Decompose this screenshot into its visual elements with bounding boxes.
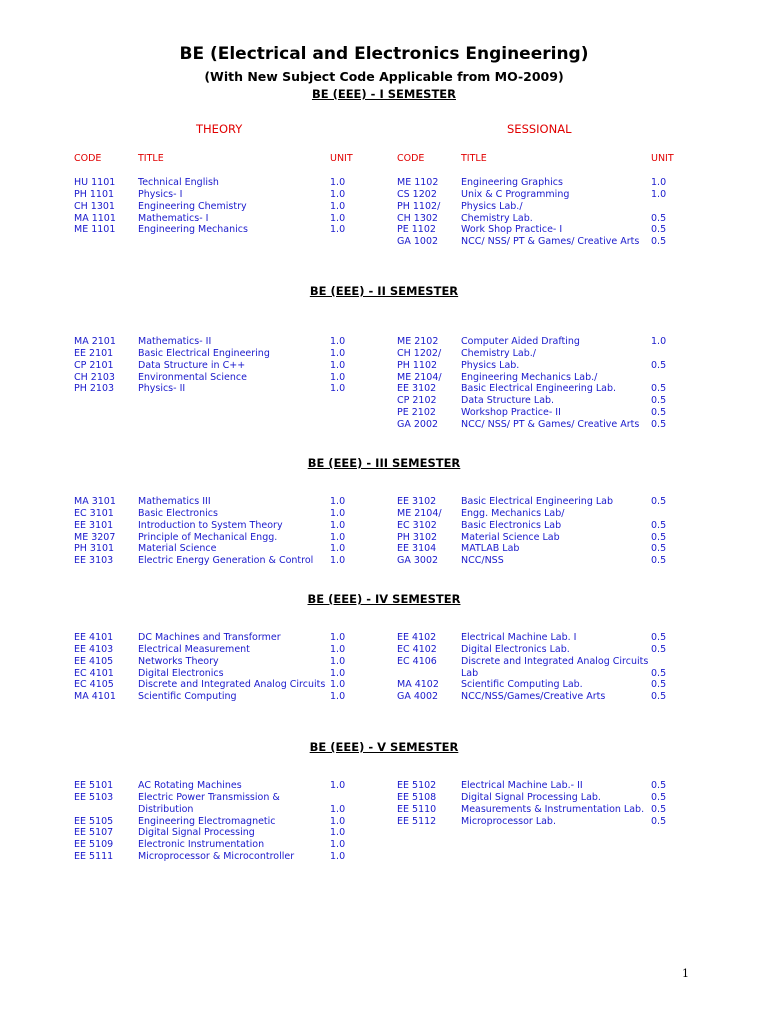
sessional-code-cell: PE 1102 bbox=[397, 224, 436, 236]
sessional-unit-cell: 0.5 bbox=[651, 691, 667, 703]
theory-unit-cell: 1.0 bbox=[330, 655, 346, 667]
sessional-code-cell: ME 2102 bbox=[397, 336, 439, 347]
semester-heading: BE (EEE) - V SEMESTER bbox=[309, 740, 459, 754]
theory-unit-cell: 1.0 bbox=[330, 543, 346, 555]
sessional-title-cell: NCC/ NSS/ PT & Games/ Creative Arts bbox=[461, 418, 640, 430]
theory-code-cell: EE 4105 bbox=[74, 655, 114, 667]
sessional-title-cell: Electrical Machine Lab. I bbox=[461, 632, 577, 643]
theory-code-cell: EE 3103 bbox=[74, 555, 114, 567]
theory-unit-cell: 1.0 bbox=[330, 519, 346, 531]
theory-title-cell: Scientific Computing bbox=[138, 691, 237, 703]
theory-unit-cell: 1.0 bbox=[330, 851, 346, 863]
theory-title-cell: Material Science bbox=[138, 543, 217, 555]
sessional-code-cell: GA 2002 bbox=[397, 418, 439, 430]
semester-heading: BE (EEE) - I SEMESTER bbox=[311, 87, 457, 101]
sessional-title-cell: Discrete and Integrated Analog Circuits bbox=[461, 655, 649, 667]
theory-title-cell: Engineering Electromagnetic bbox=[138, 815, 276, 827]
sessional-unit-cell: 0.5 bbox=[651, 679, 667, 691]
theory-unit-cell: 1.0 bbox=[330, 177, 346, 188]
sessional-title-cell: Physics Lab. bbox=[461, 359, 520, 371]
theory-code-cell: EE 5101 bbox=[74, 780, 114, 791]
sessional-code-cell: EE 5108 bbox=[397, 791, 437, 803]
semester-heading: BE (EEE) - IV SEMESTER bbox=[307, 592, 461, 606]
theory-unit-cell: 1.0 bbox=[330, 667, 346, 679]
theory-title-cell: Electric Power Transmission & bbox=[138, 791, 280, 803]
sessional-code-cell: MA 4102 bbox=[397, 679, 439, 691]
theory-unit-cell: 1.0 bbox=[330, 555, 346, 567]
theory-title-cell: Mathematics- II bbox=[138, 336, 212, 347]
theory-title-cell: Digital Signal Processing bbox=[138, 827, 255, 839]
sessional-code-cell: EE 3102 bbox=[397, 383, 437, 395]
sessional-code-cell: ME 2104/ bbox=[397, 507, 442, 519]
theory-title-cell: Networks Theory bbox=[138, 655, 219, 667]
sessional-unit-cell: 1.0 bbox=[651, 336, 667, 347]
sessional-code-cell: EC 4106 bbox=[397, 655, 437, 667]
theory-title-cell: Electric Energy Generation & Control bbox=[138, 555, 314, 567]
sessional-code-cell: PH 1102 bbox=[397, 359, 438, 371]
sessional-unit-cell: 0.5 bbox=[651, 555, 667, 567]
theory-unit-cell: 1.0 bbox=[330, 803, 346, 815]
theory-title-cell: Digital Electronics bbox=[138, 667, 224, 679]
theory-code-cell: MA 1101 bbox=[74, 212, 116, 224]
theory-code-cell: EE 4103 bbox=[74, 643, 114, 655]
theory-code-cell: CP 2101 bbox=[74, 359, 114, 371]
sessional-unit-cell: 0.5 bbox=[651, 359, 667, 371]
sessional-title-cell: Digital Electronics Lab. bbox=[461, 643, 570, 655]
sessional-code-cell: GA 1002 bbox=[397, 236, 439, 248]
theory-title-cell: Mathematics- I bbox=[138, 212, 209, 224]
theory-title-cell: Principle of Mechanical Engg. bbox=[138, 531, 278, 543]
sessional-title-cell: Workshop Practice- II bbox=[461, 407, 561, 419]
theory-unit-cell: 1.0 bbox=[330, 780, 346, 791]
sessional-code-cell: EC 3102 bbox=[397, 519, 437, 531]
theory-code-cell: EE 5109 bbox=[74, 839, 114, 851]
sessional-unit-cell: 0.5 bbox=[651, 519, 667, 531]
sessional-unit-cell: 0.5 bbox=[651, 236, 667, 248]
sessional-title-cell: Computer Aided Drafting bbox=[461, 336, 580, 347]
sessional-unit-cell: 0.5 bbox=[651, 780, 667, 791]
theory-unit-cell: 1.0 bbox=[330, 336, 346, 347]
theory-code-cell: EE 4101 bbox=[74, 632, 114, 643]
sessional-code-cell: PH 3102 bbox=[397, 531, 438, 543]
sessional-unit-cell: 1.0 bbox=[651, 188, 667, 200]
sessional-code-cell: EC 4102 bbox=[397, 643, 437, 655]
sessional-code-cell: EE 3104 bbox=[397, 543, 437, 555]
theory-code-cell: EC 3101 bbox=[74, 507, 114, 519]
sessional-unit-cell: 0.5 bbox=[651, 643, 667, 655]
sessional-code-header: CODE bbox=[397, 153, 425, 164]
sessional-title-cell: Lab bbox=[461, 667, 479, 679]
sessional-unit-cell: 0.5 bbox=[651, 418, 667, 430]
theory-unit-cell: 1.0 bbox=[330, 643, 346, 655]
theory-code-cell: EE 5107 bbox=[74, 827, 114, 839]
sessional-heading: SESSIONAL bbox=[507, 122, 572, 136]
sessional-title-cell: Chemistry Lab. bbox=[461, 212, 533, 224]
sessional-unit-cell: 0.5 bbox=[651, 383, 667, 395]
theory-title-cell: Environmental Science bbox=[138, 371, 247, 383]
sessional-unit-cell: 1.0 bbox=[651, 177, 667, 188]
theory-title-cell: Basic Electronics bbox=[138, 507, 218, 519]
sessional-title-cell: Basic Electrical Engineering Lab bbox=[461, 496, 614, 507]
theory-unit-cell: 1.0 bbox=[330, 347, 346, 359]
theory-code-cell: HU 1101 bbox=[74, 177, 116, 188]
theory-code-cell: PH 1101 bbox=[74, 188, 115, 200]
sessional-title-cell: NCC/NSS bbox=[461, 555, 504, 567]
theory-code-cell: EC 4101 bbox=[74, 667, 114, 679]
sessional-title-cell: Data Structure Lab. bbox=[461, 395, 555, 407]
sessional-unit-cell: 0.5 bbox=[651, 496, 667, 507]
theory-title-cell: Engineering Chemistry bbox=[138, 200, 247, 212]
sessional-unit-cell: 0.5 bbox=[651, 531, 667, 543]
theory-title-cell: Basic Electrical Engineering bbox=[138, 347, 270, 359]
sessional-title-cell: NCC/ NSS/ PT & Games/ Creative Arts bbox=[461, 236, 640, 248]
theory-unit-cell: 1.0 bbox=[330, 632, 346, 643]
theory-title-cell: Technical English bbox=[138, 177, 219, 188]
sessional-title-cell: MATLAB Lab bbox=[461, 543, 520, 555]
theory-code-cell: ME 1101 bbox=[74, 224, 116, 236]
sessional-title-cell: Basic Electrical Engineering Lab. bbox=[461, 383, 617, 395]
theory-unit-cell: 1.0 bbox=[330, 815, 346, 827]
sessional-title-cell: Engineering Graphics bbox=[461, 177, 563, 188]
theory-unit-cell: 1.0 bbox=[330, 224, 346, 236]
sessional-code-cell: EE 4102 bbox=[397, 632, 437, 643]
sessional-unit-cell: 0.5 bbox=[651, 815, 667, 827]
sessional-unit-cell: 0.5 bbox=[651, 632, 667, 643]
theory-code-cell: ME 3207 bbox=[74, 531, 116, 543]
theory-code-cell: CH 1301 bbox=[74, 200, 115, 212]
theory-code-cell: EE 5111 bbox=[74, 851, 114, 863]
theory-code-cell: EC 4105 bbox=[74, 679, 114, 691]
sessional-code-cell: PH 1102/ bbox=[397, 200, 441, 212]
theory-unit-cell: 1.0 bbox=[330, 531, 346, 543]
sessional-unit-cell: 0.5 bbox=[651, 791, 667, 803]
theory-code-cell: EE 5105 bbox=[74, 815, 114, 827]
theory-code-cell: MA 3101 bbox=[74, 496, 116, 507]
sessional-code-cell: ME 1102 bbox=[397, 177, 439, 188]
sessional-title-cell: Scientific Computing Lab. bbox=[461, 679, 583, 691]
sessional-code-cell: GA 3002 bbox=[397, 555, 439, 567]
theory-code-cell: EE 5103 bbox=[74, 791, 114, 803]
sessional-unit-cell: 0.5 bbox=[651, 407, 667, 419]
theory-heading: THEORY bbox=[196, 122, 243, 136]
sessional-title-cell: Basic Electronics Lab bbox=[461, 519, 562, 531]
sessional-unit-cell: 0.5 bbox=[651, 803, 667, 815]
sessional-unit-header: UNIT bbox=[651, 153, 674, 164]
theory-title-cell: DC Machines and Transformer bbox=[138, 632, 281, 643]
document-title: BE (Electrical and Electronics Engineering) bbox=[179, 44, 589, 64]
sessional-code-cell: EE 5112 bbox=[397, 815, 437, 827]
theory-code-cell: PH 3101 bbox=[74, 543, 115, 555]
theory-title-cell: Electrical Measurement bbox=[138, 643, 250, 655]
sessional-unit-cell: 0.5 bbox=[651, 224, 667, 236]
sessional-title-cell: Measurements & Instrumentation Lab. bbox=[461, 803, 645, 815]
theory-unit-cell: 1.0 bbox=[330, 200, 346, 212]
theory-title-cell: Distribution bbox=[138, 803, 194, 815]
theory-unit-cell: 1.0 bbox=[330, 496, 346, 507]
sessional-title-cell: Engg. Mechanics Lab/ bbox=[461, 507, 565, 519]
sessional-title-cell: Material Science Lab bbox=[461, 531, 560, 543]
semester-heading: BE (EEE) - II SEMESTER bbox=[309, 284, 459, 298]
theory-code-cell: CH 2103 bbox=[74, 371, 115, 383]
theory-title-cell: Data Structure in C++ bbox=[138, 359, 246, 371]
theory-code-cell: PH 2103 bbox=[74, 383, 115, 395]
semester-heading: BE (EEE) - III SEMESTER bbox=[307, 456, 461, 470]
theory-title-cell: Physics- I bbox=[138, 188, 183, 200]
sessional-title-cell: Electrical Machine Lab.- II bbox=[461, 780, 583, 791]
theory-unit-cell: 1.0 bbox=[330, 827, 346, 839]
sessional-title-cell: Chemistry Lab./ bbox=[461, 347, 536, 359]
theory-title-cell: Introduction to System Theory bbox=[138, 519, 283, 531]
theory-unit-cell: 1.0 bbox=[330, 679, 346, 691]
theory-title-cell: Physics- II bbox=[138, 383, 186, 395]
sessional-code-cell: CS 1202 bbox=[397, 188, 437, 200]
theory-unit-header: UNIT bbox=[330, 153, 353, 164]
sessional-unit-cell: 0.5 bbox=[651, 543, 667, 555]
sessional-title-cell: Microprocessor Lab. bbox=[461, 815, 556, 827]
sessional-unit-cell: 0.5 bbox=[651, 395, 667, 407]
page-number: 1 bbox=[682, 967, 689, 980]
sessional-code-cell: EE 3102 bbox=[397, 496, 437, 507]
theory-unit-cell: 1.0 bbox=[330, 371, 346, 383]
theory-unit-cell: 1.0 bbox=[330, 212, 346, 224]
sessional-title-cell: Engineering Mechanics Lab./ bbox=[461, 371, 598, 383]
theory-code-cell: MA 4101 bbox=[74, 691, 116, 703]
theory-unit-cell: 1.0 bbox=[330, 839, 346, 851]
sessional-unit-cell: 0.5 bbox=[651, 667, 667, 679]
sessional-code-cell: GA 4002 bbox=[397, 691, 439, 703]
sessional-title-header: TITLE bbox=[461, 153, 487, 164]
theory-unit-cell: 1.0 bbox=[330, 507, 346, 519]
theory-code-cell: EE 2101 bbox=[74, 347, 114, 359]
theory-title-cell: Microprocessor & Microcontroller bbox=[138, 851, 295, 863]
sessional-unit-cell: 0.5 bbox=[651, 212, 667, 224]
sessional-code-cell: EE 5110 bbox=[397, 803, 437, 815]
theory-title-cell: Electronic Instrumentation bbox=[138, 839, 265, 851]
theory-code-cell: MA 2101 bbox=[74, 336, 116, 347]
sessional-code-cell: CP 2102 bbox=[397, 395, 437, 407]
sessional-title-cell: Work Shop Practice- I bbox=[461, 224, 563, 236]
theory-title-cell: AC Rotating Machines bbox=[138, 780, 242, 791]
theory-unit-cell: 1.0 bbox=[330, 188, 346, 200]
theory-unit-cell: 1.0 bbox=[330, 383, 346, 395]
sessional-code-cell: CH 1302 bbox=[397, 212, 438, 224]
sessional-code-cell: ME 2104/ bbox=[397, 371, 442, 383]
sessional-title-cell: Physics Lab./ bbox=[461, 200, 523, 212]
theory-title-header: TITLE bbox=[138, 153, 164, 164]
sessional-title-cell: Unix & C Programming bbox=[461, 188, 570, 200]
theory-code-cell: EE 3101 bbox=[74, 519, 114, 531]
sessional-title-cell: NCC/NSS/Games/Creative Arts bbox=[461, 691, 606, 703]
sessional-code-cell: CH 1202/ bbox=[397, 347, 442, 359]
document-subtitle: (With New Subject Code Applicable from MO-2009) bbox=[204, 69, 564, 84]
sessional-code-cell: EE 5102 bbox=[397, 780, 437, 791]
theory-title-cell: Engineering Mechanics bbox=[138, 224, 248, 236]
sessional-title-cell: Digital Signal Processing Lab. bbox=[461, 791, 601, 803]
theory-title-cell: Mathematics III bbox=[138, 496, 211, 507]
theory-unit-cell: 1.0 bbox=[330, 691, 346, 703]
theory-unit-cell: 1.0 bbox=[330, 359, 346, 371]
theory-title-cell: Discrete and Integrated Analog Circuits bbox=[138, 679, 326, 691]
theory-code-header: CODE bbox=[74, 153, 102, 164]
sessional-code-cell: PE 2102 bbox=[397, 407, 436, 419]
